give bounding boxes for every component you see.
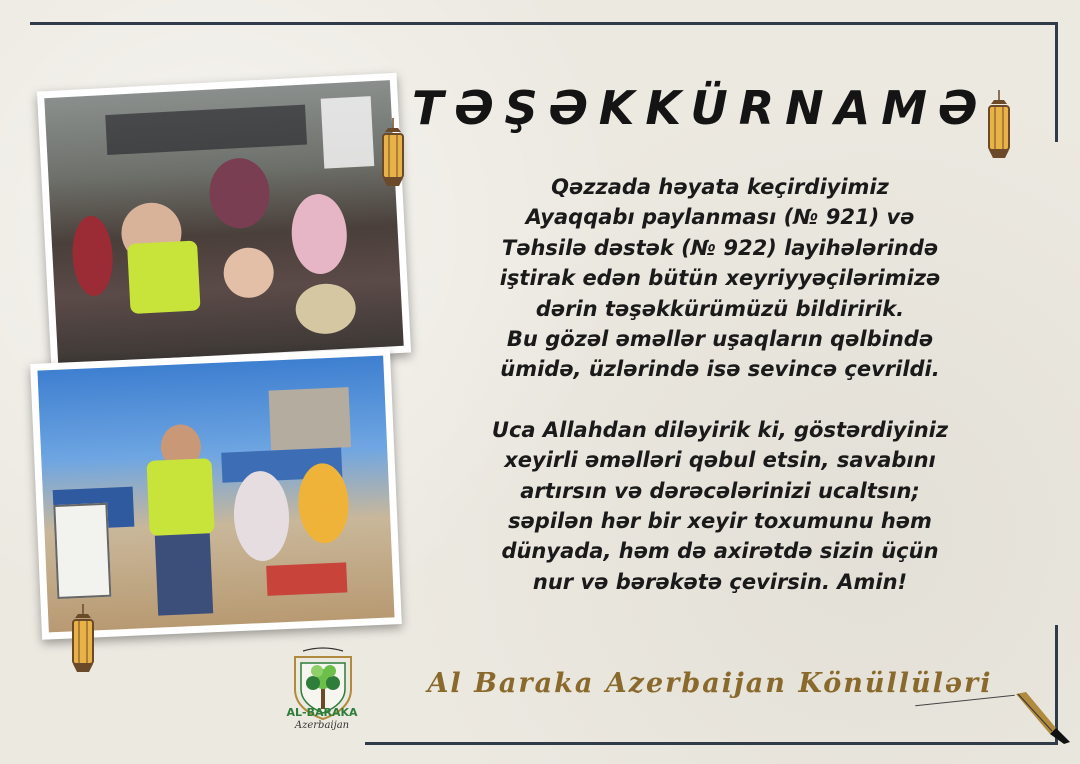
logo-name: AL-BARAKA — [286, 706, 358, 719]
message-line: Qəzzada həyata keçirdiyimiz — [551, 175, 889, 199]
message-line: ümidə, üzlərində isə sevincə çevrildi. — [500, 357, 940, 382]
message-line: Ayaqqabı paylanması (№ 921) və — [525, 205, 915, 230]
logo-subtitle: Azerbaijan — [294, 720, 350, 731]
message-line: səpilən hər bir xeyir toxumunu həm — [508, 509, 932, 534]
lantern-icon — [982, 90, 1016, 166]
message-line: Təhsilə dəstək (№ 922) layihələrində — [501, 235, 939, 260]
certificate-title: TƏŞƏKKÜRNAMƏ — [412, 81, 989, 135]
message-line: dərin təşəkkürümüzü bildiririk. — [535, 296, 905, 321]
message-line: Uca Allahdan diləyirik ki, göstərdiyiniz — [491, 417, 949, 442]
message-line: dünyada, həm də axirətdə sizin üçün — [501, 539, 939, 564]
thank-you-message — [430, 172, 1010, 597]
signature-text: Al Baraka Azerbaijan Könüllüləri — [427, 668, 993, 699]
frame-bottom-border — [365, 742, 1058, 745]
message-line: artırsın və dərəcələrinizi ucaltsın; — [520, 478, 920, 503]
message-line: Bu gözəl əməllər uşaqların qəlbində — [506, 327, 934, 352]
message-line: xeyirli əməlləri qəbul etsin, savabını — [504, 448, 936, 473]
lantern-icon — [376, 118, 410, 194]
message-line: nur və bərəkətə çevirsin. Amin! — [532, 569, 908, 594]
frame-top-border — [30, 22, 1058, 25]
frame-right-top-border — [1055, 22, 1058, 142]
photo-volunteer-tents — [30, 348, 402, 639]
message-line: iştirak edən bütün xeyriyyəçilərimizə — [499, 266, 941, 291]
photo-children-camp — [37, 73, 411, 371]
paragraph-gap — [430, 385, 1010, 415]
fountain-pen-icon — [1012, 690, 1072, 745]
lantern-icon — [66, 604, 100, 680]
